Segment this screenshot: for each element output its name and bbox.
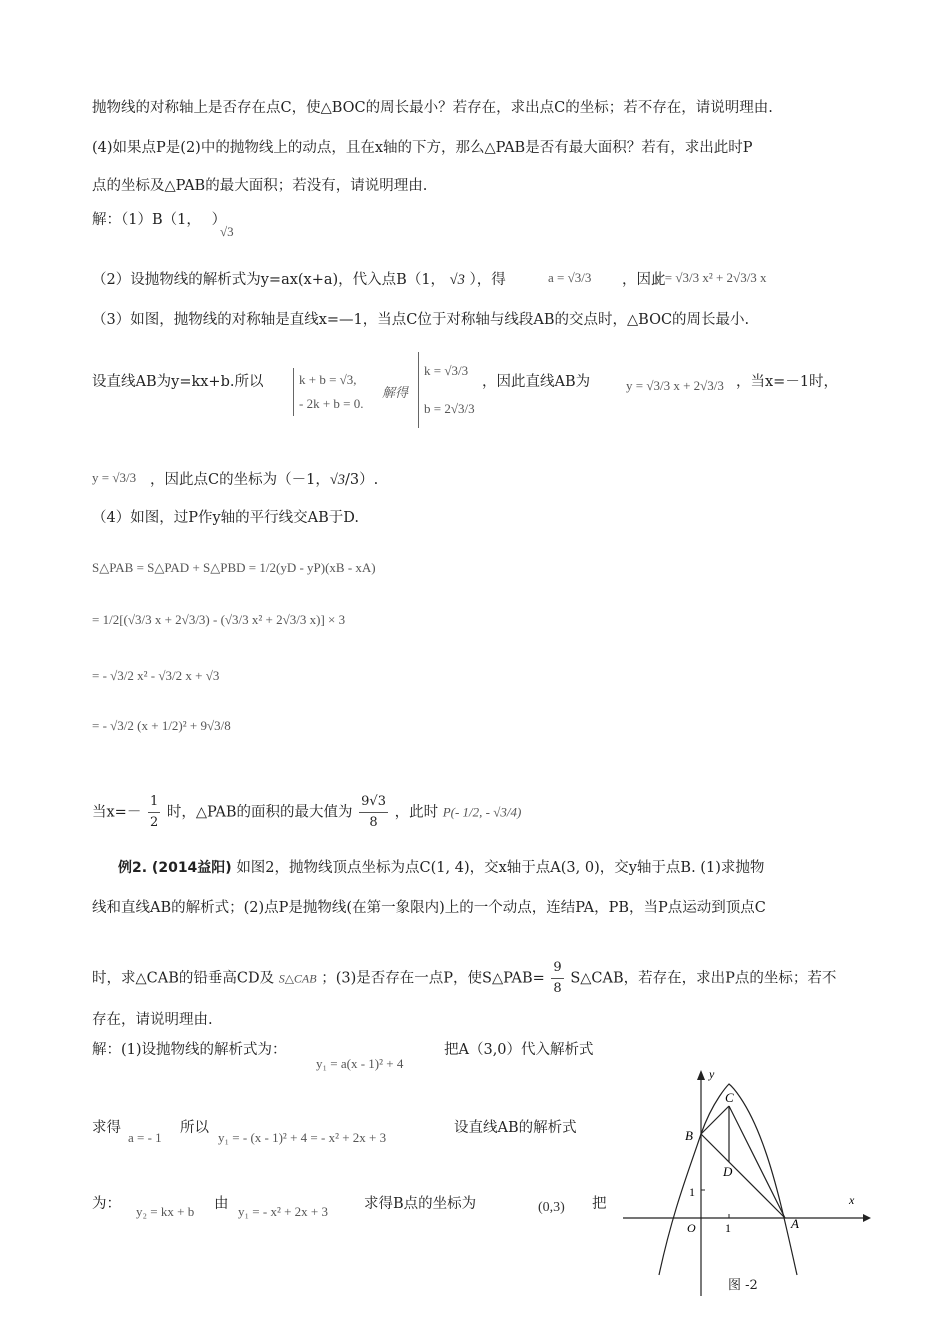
area-step-3: = - √3/2 x² - √3/2 x + √3: [92, 668, 220, 683]
point-p: P(- 1/2, - √3/4): [442, 804, 522, 820]
frac-max: [359, 792, 388, 833]
frac-max-num: 9√3: [359, 792, 388, 813]
solution-2: [92, 270, 506, 290]
text-line-2: (4)如果点P是(2)中的抛物线上的动点，且在x轴的下方，那么△PAB是否有最大面积？若有，求出此时P: [92, 140, 753, 156]
sol-line-1: 解：(1)设抛物线的解析式为：: [92, 1042, 287, 1058]
x-axis-arrow: [863, 1214, 871, 1222]
example-2-line-2: 线和直线AB的解析式；(2)点P是抛物线(在第一象限内)上的一个动点，连结PA，PB，当P点运动到顶点C: [92, 900, 766, 916]
max-area-at: ，此时: [394, 804, 439, 821]
solution-2-text: （2）设抛物线的解析式为y=ax(x+a)，代入点B（1，: [92, 272, 446, 288]
eq-y-c: y = √3/3: [92, 470, 137, 485]
system-2: [418, 352, 475, 428]
line-ab-intro: ，因此直线AB为: [482, 374, 591, 390]
point-c-text: ，因此点C的坐标为（－1，: [150, 472, 330, 488]
sol-line-1b: 把A（3,0）代入解析式: [444, 1042, 594, 1058]
point-c-end: /3）.: [345, 472, 379, 488]
sol-line-3a: 为：: [92, 1196, 121, 1212]
frac-half-den: 2: [149, 815, 159, 830]
figure-2: [615, 1060, 875, 1300]
sol-line-3c: 求得B点的坐标为: [364, 1196, 477, 1212]
frac-half: [148, 792, 160, 833]
solve-label: 解得: [382, 385, 409, 400]
when-x-neg1: ，当x=－1时，: [736, 374, 839, 390]
label-o: O: [687, 1221, 696, 1235]
eq-parabola: y = √3/3 x² + 2√3/3 x: [655, 270, 767, 285]
max-area-line: [92, 792, 521, 833]
example-2-text: 如图2，抛物线顶点坐标为点C(1, 4)，交x轴于点A(3, 0)，交y轴于点B. (1)求抛物: [236, 860, 765, 876]
segment-ca: [729, 1106, 785, 1218]
example-2-l3b: ；(3)是否存在一点P，使S△PAB=: [321, 970, 545, 987]
example-2-line-4: 存在，请说明理由.: [92, 1012, 213, 1028]
area-step-2: = 1/2[(√3/3 x + 2√3/3) - (√3/3 x² + 2√3/3 x)] × 3: [92, 612, 346, 627]
eq-y1-vertex: y₁ = a(x - 1)² + 4: [316, 1056, 404, 1071]
area-step-4: = - √3/2 (x + 1/2)² + 9√3/8: [92, 718, 231, 733]
label-x: x: [849, 1193, 855, 1207]
eq-line-ab: y = √3/3 x + 2√3/3: [626, 378, 724, 393]
frac-nine: 9: [551, 958, 563, 979]
example-2-l3a: 时，求△CAB的铅垂高CD及: [92, 970, 275, 987]
solution-1-text: 解：（1）B（1，: [92, 212, 194, 228]
sqrt3-b: √3: [220, 224, 234, 239]
solution-2-therefore: ，因此: [622, 272, 666, 288]
system-1-eq-1: k + b = √3,: [299, 372, 357, 387]
example-2-l3c: S△CAB，若存在，求出P点的坐标；若不: [570, 970, 837, 987]
text-line-1: 抛物线的对称轴上是否存在点C，使△BOC的周长最小？若存在，求出点C的坐标；若不存在，请说明理由.: [92, 100, 773, 116]
segment-bc: [701, 1106, 729, 1134]
solution-1: [92, 210, 226, 230]
system-2-k: k = √3/3: [424, 363, 469, 378]
sqrt3-c: √3: [329, 472, 346, 488]
segment-ab: [701, 1134, 785, 1218]
sol-line-2b: 所以: [180, 1120, 209, 1136]
system-1-eq-2: - 2k + b = 0.: [299, 396, 364, 411]
solution-1-close: ）: [211, 212, 227, 228]
example-2-label: 例2. (2014益阳): [118, 860, 232, 876]
text-line-3: 点的坐标及△PAB的最大面积；若没有，请说明理由.: [92, 178, 428, 194]
solution-3-line-ab: 设直线AB为y=kx+b.所以: [92, 374, 264, 390]
frac-max-den: 8: [369, 815, 378, 830]
label-d: D: [723, 1164, 733, 1179]
parabola-outer: [659, 1084, 797, 1275]
figure-caption: 图 -2: [728, 1278, 758, 1293]
area-step-1: S△PAB = S△PAD + S△PBD = 1/2(yD - yP)(xB - xA): [92, 560, 376, 575]
example-2-line-1: [118, 858, 764, 878]
max-area-when: 当x=－: [92, 804, 142, 821]
sqrt3-inline: √3: [449, 272, 465, 288]
eq-y2: y₂ = kx + b: [136, 1204, 195, 1219]
label-one-y: 1: [689, 1185, 695, 1199]
sol-line-2a: 求得: [92, 1120, 121, 1136]
solution-3: （3）如图，抛物线的对称轴是直线x=—1，当点C位于对称轴与线段AB的交点时，△BOC的周长最小.: [92, 312, 750, 328]
label-b: B: [685, 1128, 693, 1143]
eq-y1-short: y₁ = - x² + 2x + 3: [238, 1204, 329, 1219]
y-axis-arrow: [697, 1070, 705, 1080]
label-one-x: 1: [725, 1221, 731, 1235]
s-cab: S△CAB: [278, 971, 317, 986]
eq-a-value: a = √3/3: [548, 270, 592, 285]
eq-y1-full: y₁ = - (x - 1)² + 4 = - x² + 2x + 3: [218, 1130, 387, 1145]
frac-half-num: 1: [148, 792, 160, 813]
frac-eight: 8: [553, 981, 562, 996]
label-y: y: [709, 1067, 715, 1081]
solution-2-get: ），得: [469, 272, 506, 288]
max-area-text: 时，△PAB的面积的最大值为: [166, 804, 353, 821]
frac-nine-eighths: [551, 958, 563, 999]
sol-line-2c: 设直线AB的解析式: [454, 1120, 577, 1136]
point-c-coord: [150, 470, 378, 490]
example-2-line-3: [92, 958, 836, 999]
system-1: [293, 368, 364, 416]
label-c: C: [725, 1090, 734, 1105]
eq-a-neg1: a = - 1: [128, 1130, 162, 1145]
b-coord: (0,3): [538, 1200, 565, 1215]
solution-4: （4）如图，过P作y轴的平行线交AB于D.: [92, 510, 360, 526]
sol-line-3b: 由: [214, 1196, 229, 1212]
sol-line-3d: 把: [592, 1196, 607, 1212]
label-a: A: [791, 1216, 799, 1231]
system-2-b: b = 2√3/3: [424, 401, 475, 416]
